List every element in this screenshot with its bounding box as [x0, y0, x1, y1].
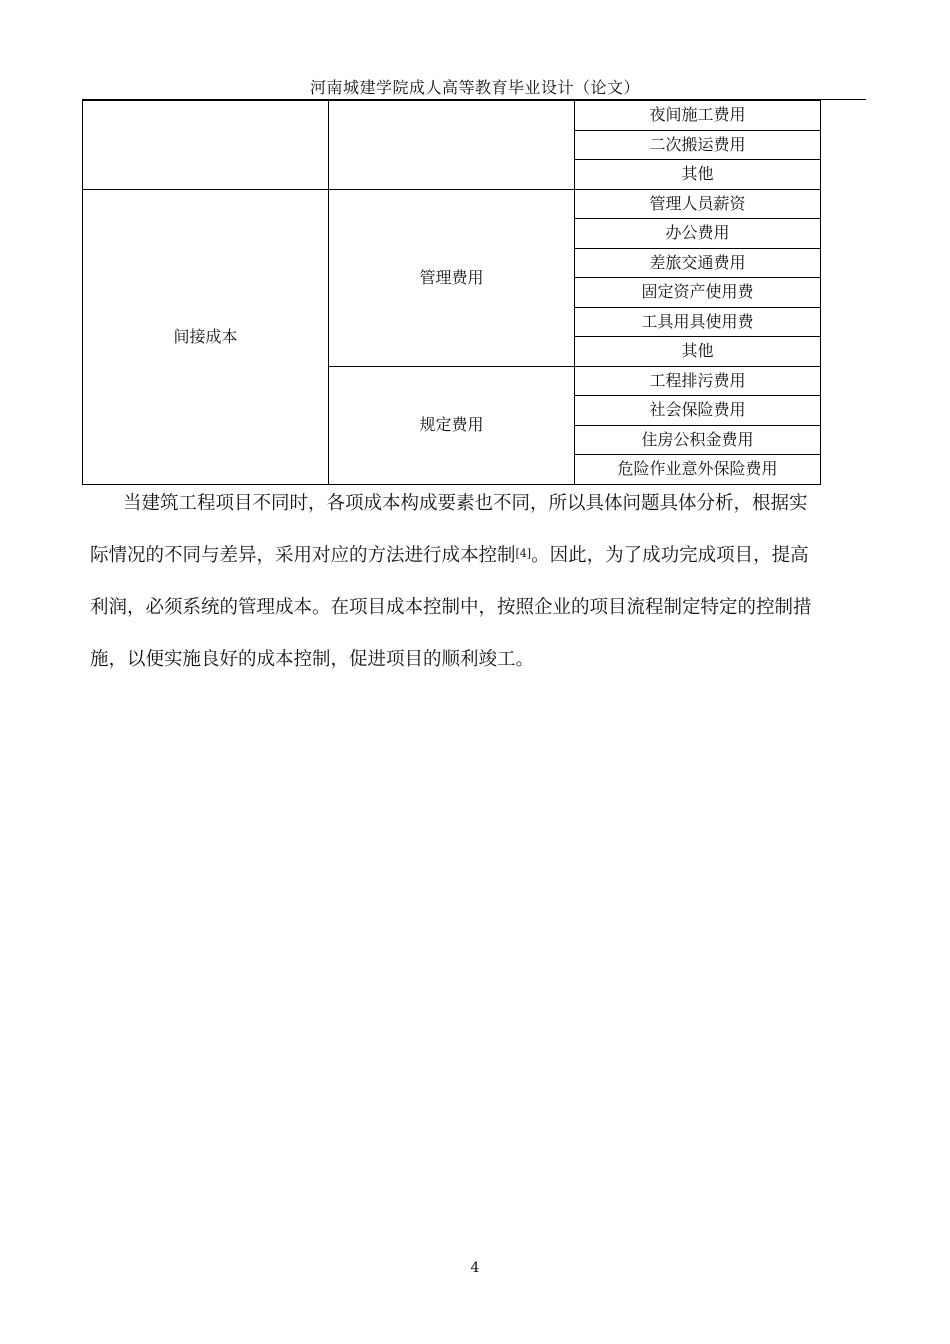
citation-marker: [4]: [515, 547, 532, 560]
paragraph-text: 。因此，为了成功完成项目，提高: [531, 545, 809, 566]
body-paragraph: [90, 486, 860, 694]
paragraph-line: [90, 538, 860, 590]
page-header-title: 河南城建学院成人高等教育毕业设计（论文）: [309, 78, 640, 97]
table-cell-item: 其他: [575, 337, 821, 367]
table-cell-subcategory: 管理费用: [329, 189, 575, 366]
table-cell-category: 间接成本: [83, 189, 329, 484]
table-cell-empty: [329, 101, 575, 190]
table-row: [83, 189, 821, 219]
page-number: 4: [470, 1260, 480, 1276]
table-cell-item: 夜间施工费用: [575, 101, 821, 131]
paragraph-line: 当建筑工程项目不同时，各项成本构成要素也不同，所以具体问题具体分析，根据实: [123, 493, 808, 514]
table-row: [83, 101, 821, 131]
table-cell-item: 管理人员薪资: [575, 189, 821, 219]
table-cell-empty: [83, 101, 329, 190]
table-cell-item: 危险作业意外保险费用: [575, 455, 821, 485]
paragraph-line: 利润，必须系统的管理成本。在项目成本控制中，按照企业的项目流程制定特定的控制措: [90, 597, 812, 618]
table-cell-item: 工程排污费用: [575, 366, 821, 396]
paragraph-text: 际情况的不同与差异，采用对应的方法进行成本控制: [90, 545, 516, 566]
table-cell-subcategory: 规定费用: [329, 366, 575, 484]
cost-breakdown-table: [82, 100, 821, 485]
table-cell-item: 差旅交通费用: [575, 248, 821, 278]
table-cell-item: 住房公积金费用: [575, 425, 821, 455]
table-cell-item: 二次搬运费用: [575, 130, 821, 160]
table-cell-item: 办公费用: [575, 219, 821, 249]
table-cell-item: 工具用具使用费: [575, 307, 821, 337]
paragraph-line: 施，以便实施良好的成本控制，促进项目的顺利竣工。: [90, 649, 535, 670]
table-cell-item: 其他: [575, 160, 821, 190]
table-cell-item: 社会保险费用: [575, 396, 821, 426]
table-cell-item: 固定资产使用费: [575, 278, 821, 308]
